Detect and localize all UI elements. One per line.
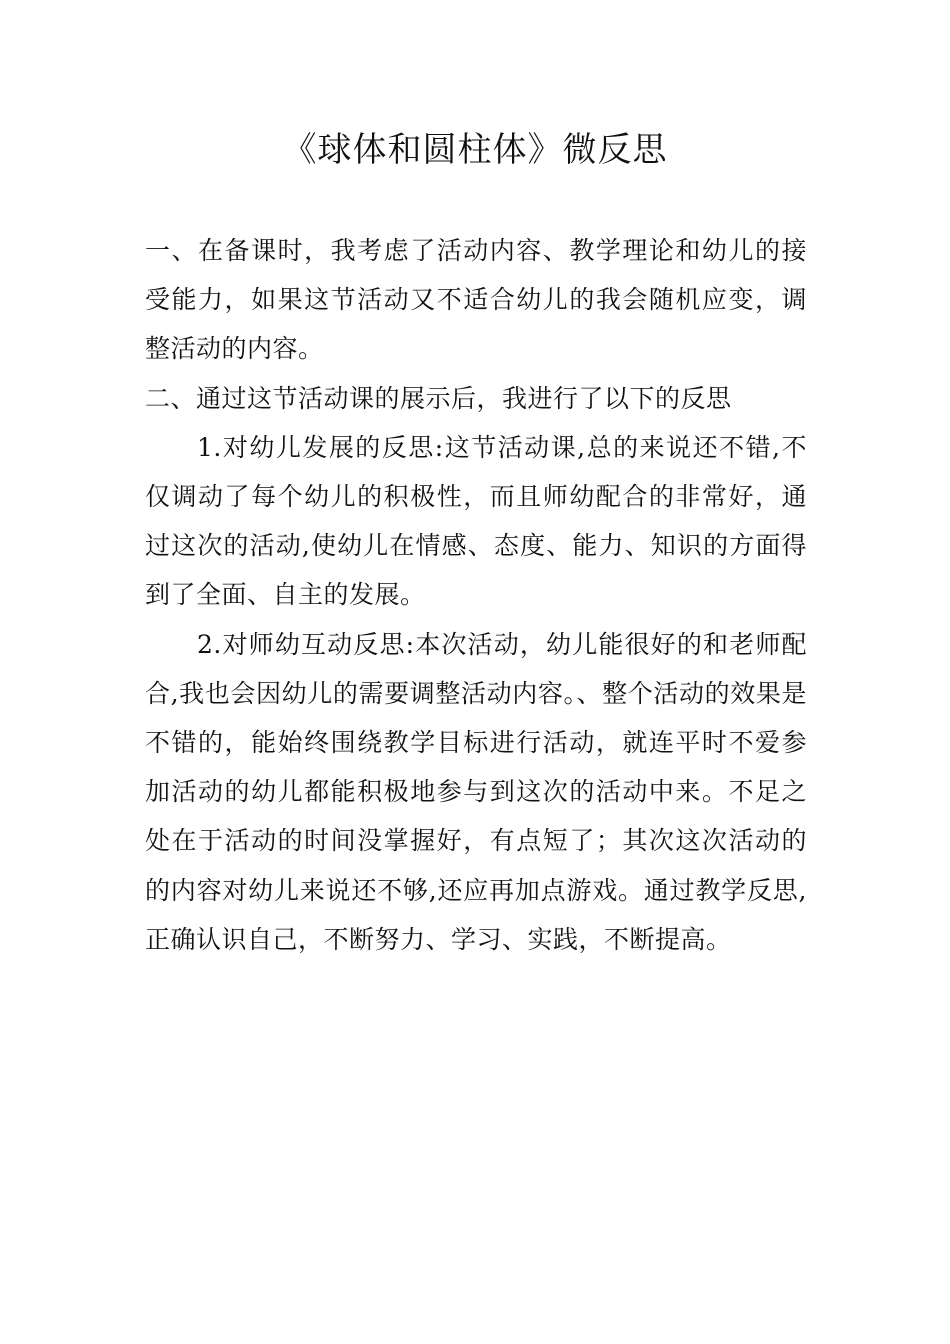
paragraph-child-development: 1.对幼儿发展的反思:这节活动课,总的来说还不错,不仅调动了每个幼儿的积极性，而且师幼配合的非常好，通过这次的活动,使幼儿在情感、态度、能力、知识的方面得到了全面、自主的发展。 — [145, 432, 807, 610]
paragraph-preparation: 一、在备课时，我考虑了活动内容、教学理论和幼儿的接受能力，如果这节活动又不适合幼儿的我会随机应变，调整活动的内容。 — [145, 236, 807, 364]
paragraph-reflection-intro: 二、通过这节活动课的展示后，我进行了以下的反思 — [145, 383, 732, 413]
document-body — [145, 226, 807, 964]
paragraph-teacher-child-interaction: 2.对师幼互动反思:本次活动，幼儿能很好的和老师配合,我也会因幼儿的需要调整活动内容。、整个活动的效果是不错的，能始终围绕教学目标进行活动，就连平时不爱参加活动的幼儿都能积极地参与到这次的活动中来。不足之处在于活动的时间没掌握好，有点短了；其次这次活动的的内容对幼儿来说还不够,还应再加点游戏。通过教学反思,正确认识自己，不断努力、学习、实践，不断提高。 — [145, 629, 807, 954]
document-title: 《球体和圆柱体》微反思 — [282, 130, 668, 170]
